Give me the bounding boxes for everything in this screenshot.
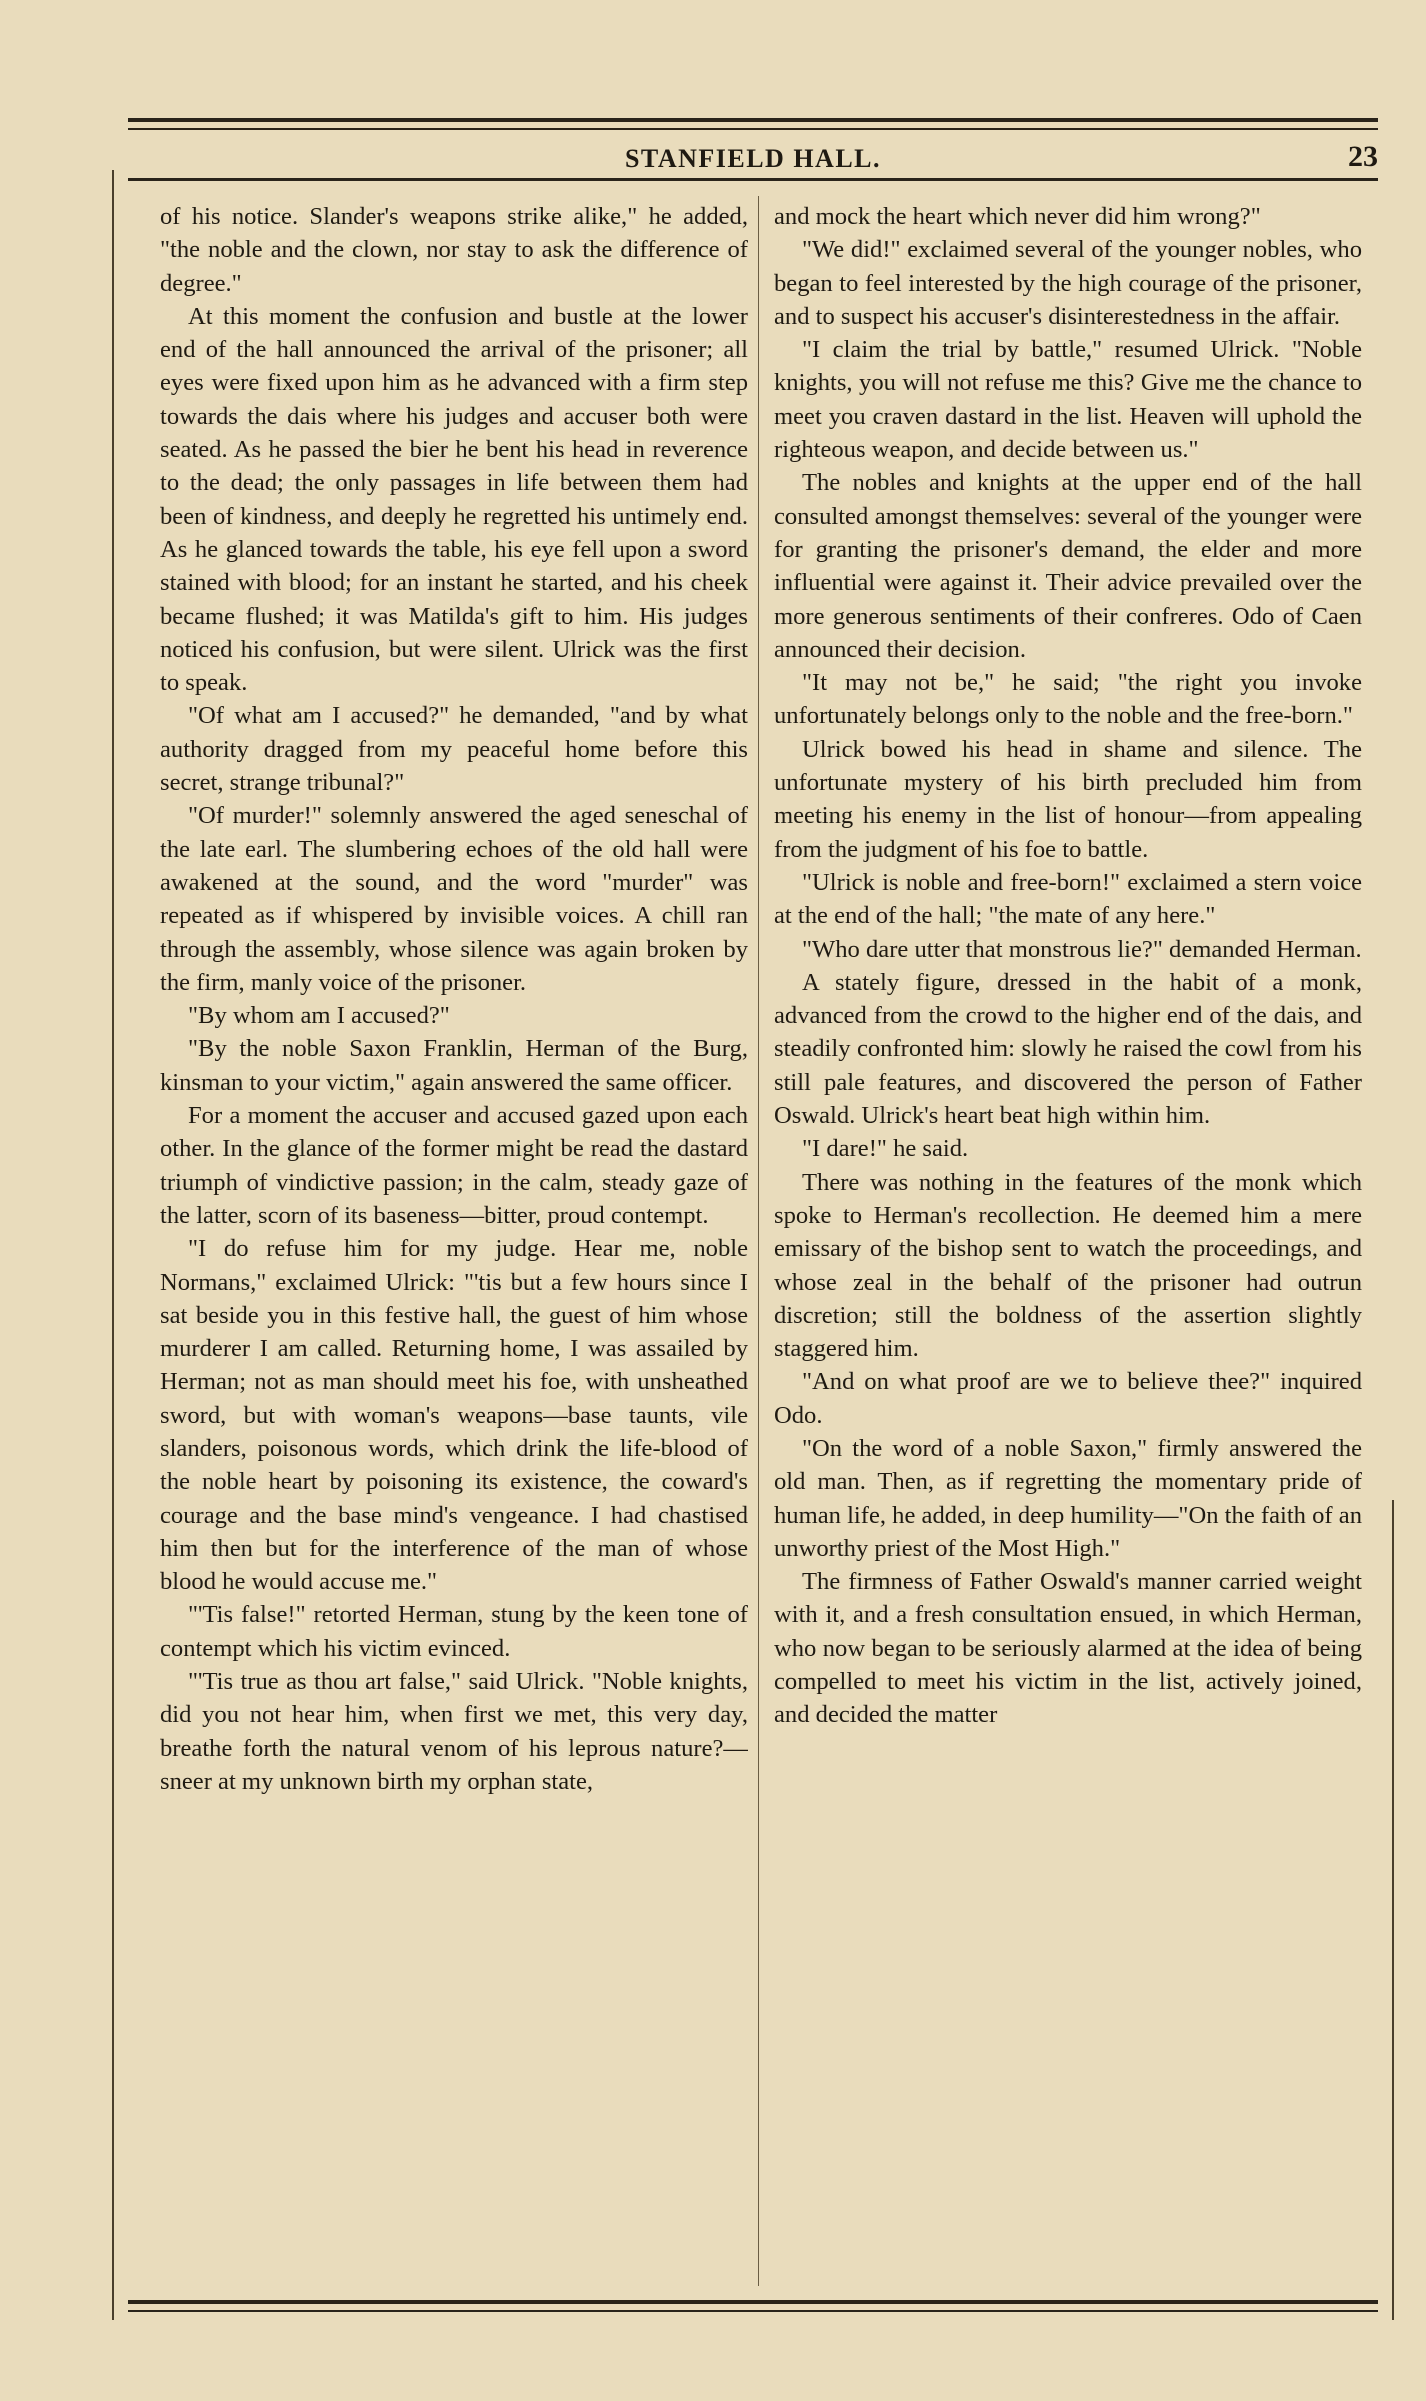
paragraph: "I do refuse him for my judge. Hear me, noble Normans," exclaimed Ulrick: "'tis but a few hours since I sat beside you in this festive hall, the guest of him whose murderer I am called. Returning home, I was assailed by Herman; not as man should meet his foe, with unsheathed sword, but with woman's weapons—base taunts, vile slanders, poisonous words, which drink the life-blood of the noble heart by poisoning its existence, the coward's courage and the base mind's vengeance. I had chastised him then but for the interference of the man of whose blood he would accuse me."	[160, 1235, 748, 1596]
paragraph: "Ulrick is noble and free-born!" exclaimed a stern voice at the end of the hall; "the mate of any here."	[774, 868, 1362, 930]
paragraph: "It may not be," he said; "the right you invoke unfortunately belongs only to the noble and the free-born."	[774, 669, 1362, 730]
paragraph: of his notice. Slander's weapons strike alike," he added, "the noble and the clown, nor stay to ask the difference of degree."	[160, 203, 748, 297]
bottom-rule-thin	[128, 2310, 1378, 2312]
paragraph: At this moment the confusion and bustle at the lower end of the hall announced the arrival of the prisoner; all eyes were fixed upon him as he advanced with a firm step towards the dais where his judges and accuser both were seated. As he passed the bier he bent his head in reverence to the dead; the only passages in life between them had been of kindness, and deeply he regretted his untimely end. As he glanced towards the table, his eye fell upon a sword stained with blood; for an instant he started, and his cheek became flushed; it was Matilda's gift to him. His judges noticed his confusion, but were silent. Ulrick was the first to speak.	[160, 302, 748, 697]
paragraph: "And on what proof are we to believe thee?" inquired Odo.	[774, 1368, 1362, 1429]
paragraph: "By whom am I accused?"	[188, 1002, 450, 1030]
right-margin-line	[1392, 1500, 1394, 2320]
page-header	[128, 140, 1378, 176]
paragraph: A stately figure, dressed in the habit of a monk, advanced from the crowd to the higher end of the dais, and steadily confronted him: slowly he raised the cowl from his still pale features, and discovered the person of Father Oswald. Ulrick's heart beat high within him.	[774, 968, 1362, 1130]
paragraph: "I claim the trial by battle," resumed Ulrick. "Noble knights, you will not refuse me this? Give me the chance to meet you craven dastard in the list. Heaven will uphold the righteous weapon, and decide between us."	[774, 336, 1362, 464]
running-title: STANFIELD HALL.	[624, 144, 882, 173]
paragraph: and mock the heart which never did him wrong?"	[774, 203, 1261, 230]
paragraph: There was nothing in the features of the monk which spoke to Herman's recollection. He deemed him a mere emissary of the bishop sent to watch the proceedings, and whose zeal in the behalf of the prisoner had outrun discretion; still the boldness of the assertion slightly staggered him.	[774, 1168, 1362, 1363]
paragraph: "'Tis true as thou art false," said Ulrick. "Noble knights, did you not hear him, when first we met, this very day, breathe forth the natural venom of his leprous nature?—sneer at my unknown birth my orphan state,	[160, 1668, 748, 1795]
left-margin-line	[112, 170, 114, 2320]
paragraph: "Of murder!" solemnly answered the aged seneschal of the late earl. The slumbering echoes of the old hall were awakened at the sound, and the word "murder" was repeated as if whispered by invisible voices. A chill ran through the assembly, whose silence was again broken by the firm, manly voice of the prisoner.	[160, 802, 748, 996]
paragraph: "We did!" exclaimed several of the younger nobles, who began to feel interested by the high courage of the prisoner, and to suspect his accuser's disinterestedness in the affair.	[774, 236, 1362, 330]
paragraph: For a moment the accuser and accused gazed upon each other. In the glance of the former might be read the dastard triumph of vindictive passion; in the calm, steady gaze of the latter, scorn of its baseness—bitter, proud contempt.	[160, 1102, 748, 1229]
paragraph: "Who dare utter that monstrous lie?" demanded Herman.	[802, 935, 1362, 963]
header-rule	[128, 178, 1378, 181]
paragraph: "By the noble Saxon Franklin, Herman of the Burg, kinsman to your victim," again answered the same officer.	[160, 1035, 748, 1096]
paragraph: "I dare!" he said.	[802, 1135, 969, 1163]
top-rule-thin	[128, 128, 1378, 130]
right-column	[774, 200, 1362, 2285]
top-rule	[128, 118, 1378, 122]
left-column	[160, 200, 748, 2285]
bottom-rule	[128, 2300, 1378, 2304]
page-number: 23	[1348, 140, 1378, 173]
paragraph: "On the word of a noble Saxon," firmly answered the old man. Then, as if regretting the momentary pride of human life, he added, in deep humility—"On the faith of an unworthy priest of the Most High."	[774, 1434, 1362, 1562]
paragraph: The nobles and knights at the upper end of the hall consulted amongst themselves: several of the younger were for granting the prisoner's demand, the elder and more influential were against it. Their advice prevailed over the more generous sentiments of their confreres. Odo of Caen announced their decision.	[774, 469, 1362, 663]
paragraph: The firmness of Father Oswald's manner carried weight with it, and a fresh consultation ensued, in which Herman, who now began to be seriously alarmed at the idea of being compelled to meet his victim in the list, actively joined, and decided the matter	[774, 1568, 1362, 1729]
paragraph: "'Tis false!" retorted Herman, stung by the keen tone of contempt which his victim evinced.	[160, 1601, 748, 1662]
column-divider	[758, 196, 759, 2286]
paragraph: "Of what am I accused?" he demanded, "and by what authority dragged from my peaceful home before this secret, strange tribunal?"	[160, 702, 748, 797]
paragraph: Ulrick bowed his head in shame and silence. The unfortunate mystery of his birth precluded him from meeting his enemy in the list of honour—from appealing from the judgment of his foe to battle.	[774, 735, 1362, 863]
